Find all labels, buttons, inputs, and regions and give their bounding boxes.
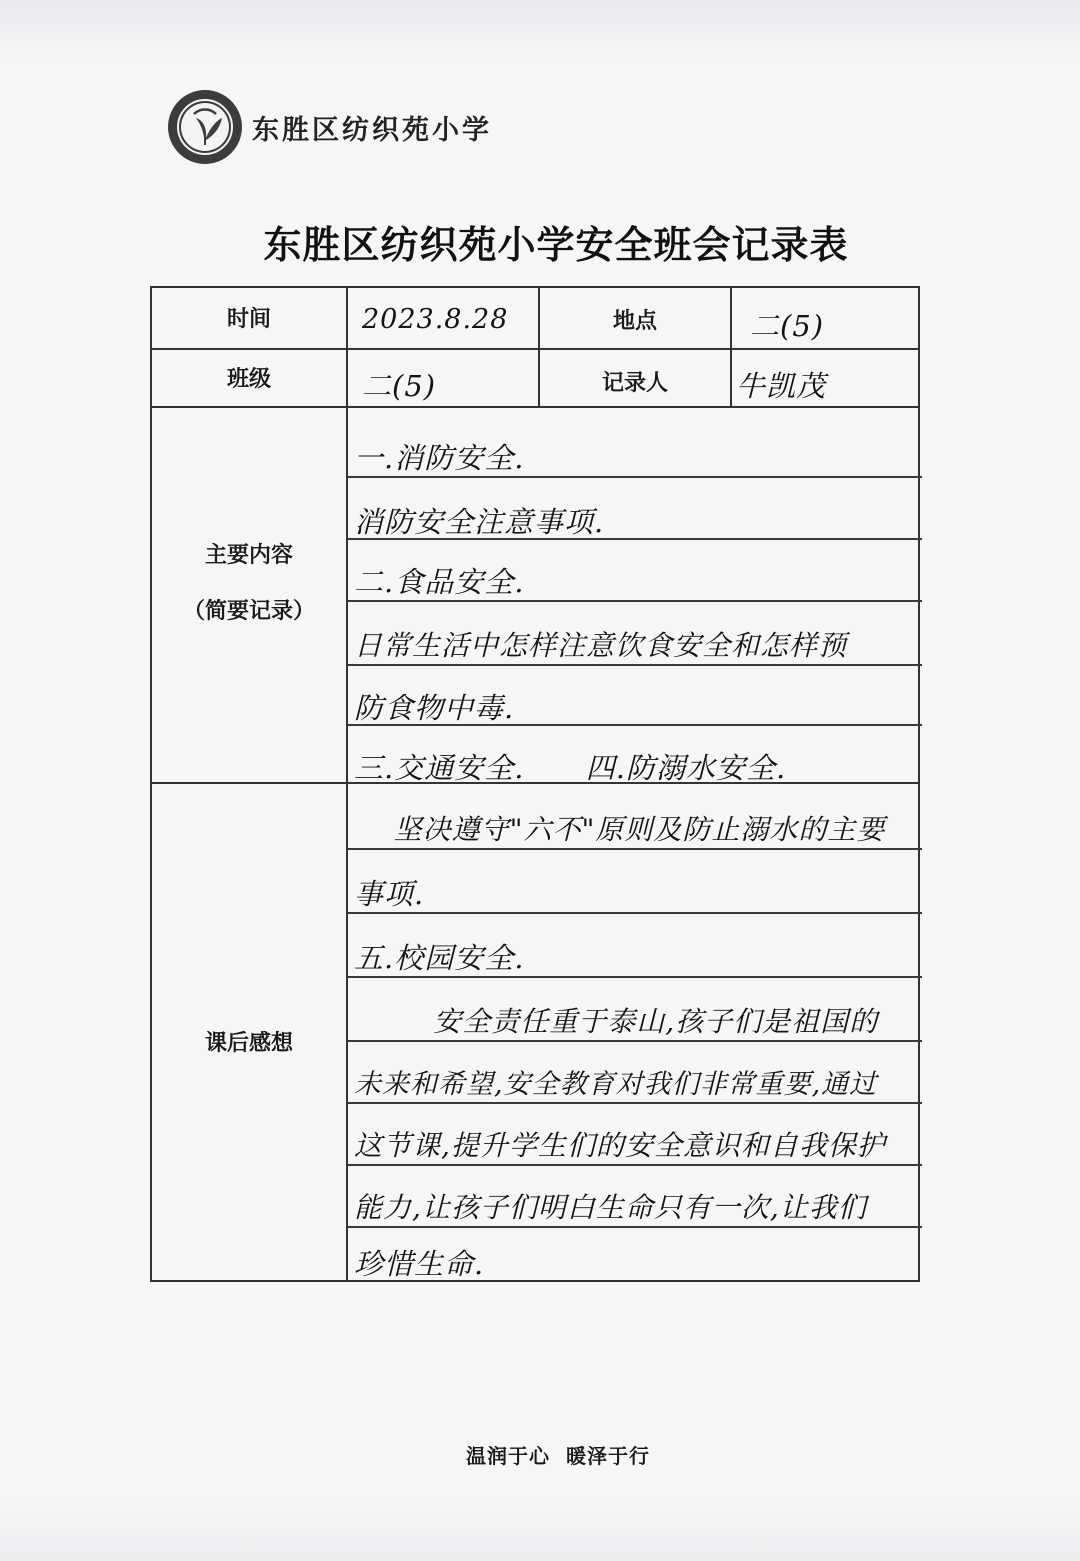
main-content-line: 防食物中毒.: [354, 691, 515, 725]
record-form-table: [150, 286, 920, 1282]
main-content-line: 日常生活中怎样注意饮食安全和怎样预: [354, 629, 848, 662]
time-value: 2023.8.28: [362, 304, 509, 335]
school-name: 东胜区纺织苑小学: [252, 114, 492, 146]
reflection-line: 能力,让孩子们明白生命只有一次,让我们: [354, 1191, 867, 1224]
ruled-line: [348, 1040, 922, 1042]
main-content-line: 三.交通安全. 四.防溺水安全.: [354, 751, 787, 785]
footer-motto: 温润于心 暖泽于行: [466, 1444, 650, 1468]
school-header: [166, 88, 492, 166]
recorder-label: 记录人: [601, 371, 668, 396]
recorder-value: 牛凯茂: [736, 369, 827, 403]
main-content-line: 消防安全注意事项.: [354, 505, 605, 539]
row-divider: [152, 406, 918, 408]
main-content-label: 主要内容: [204, 543, 293, 568]
ruled-line: [348, 1102, 922, 1104]
reflection-line: 五.校园安全.: [354, 941, 525, 975]
reflection-label: 课后感想: [204, 1031, 293, 1056]
reflection-line: 安全责任重于泰山,孩子们是祖国的: [354, 1005, 879, 1038]
row-divider: [152, 348, 918, 350]
ruled-line: [348, 912, 922, 914]
document-title: 东胜区纺织苑小学安全班会记录表: [263, 223, 849, 267]
main-content-line: 一.消防安全.: [354, 441, 525, 475]
main-content-line: 二.食品安全.: [354, 565, 525, 599]
ruled-line: [348, 664, 922, 666]
ruled-line: [348, 1226, 922, 1228]
column-divider: [346, 288, 348, 1280]
ruled-line: [348, 848, 922, 850]
place-value: 二(5): [750, 309, 825, 343]
reflection-line: 坚决遵守"六不"原则及防止溺水的主要: [354, 813, 886, 846]
reflection-line: 事项.: [354, 877, 425, 911]
school-logo-icon: [166, 88, 244, 166]
column-divider: [730, 288, 732, 406]
reflection-line: 这节课,提升学生们的安全意识和自我保护: [354, 1129, 886, 1162]
ruled-line: [348, 1164, 922, 1166]
time-label: 时间: [226, 307, 271, 332]
class-label: 班级: [226, 367, 271, 392]
reflection-line: 珍惜生命.: [354, 1247, 485, 1281]
class-value: 二(5): [362, 369, 437, 403]
reflection-line: 未来和希望,安全教育对我们非常重要,通过: [354, 1069, 878, 1100]
main-content-sublabel: （简要记录）: [182, 599, 315, 624]
place-label: 地点: [612, 309, 657, 334]
